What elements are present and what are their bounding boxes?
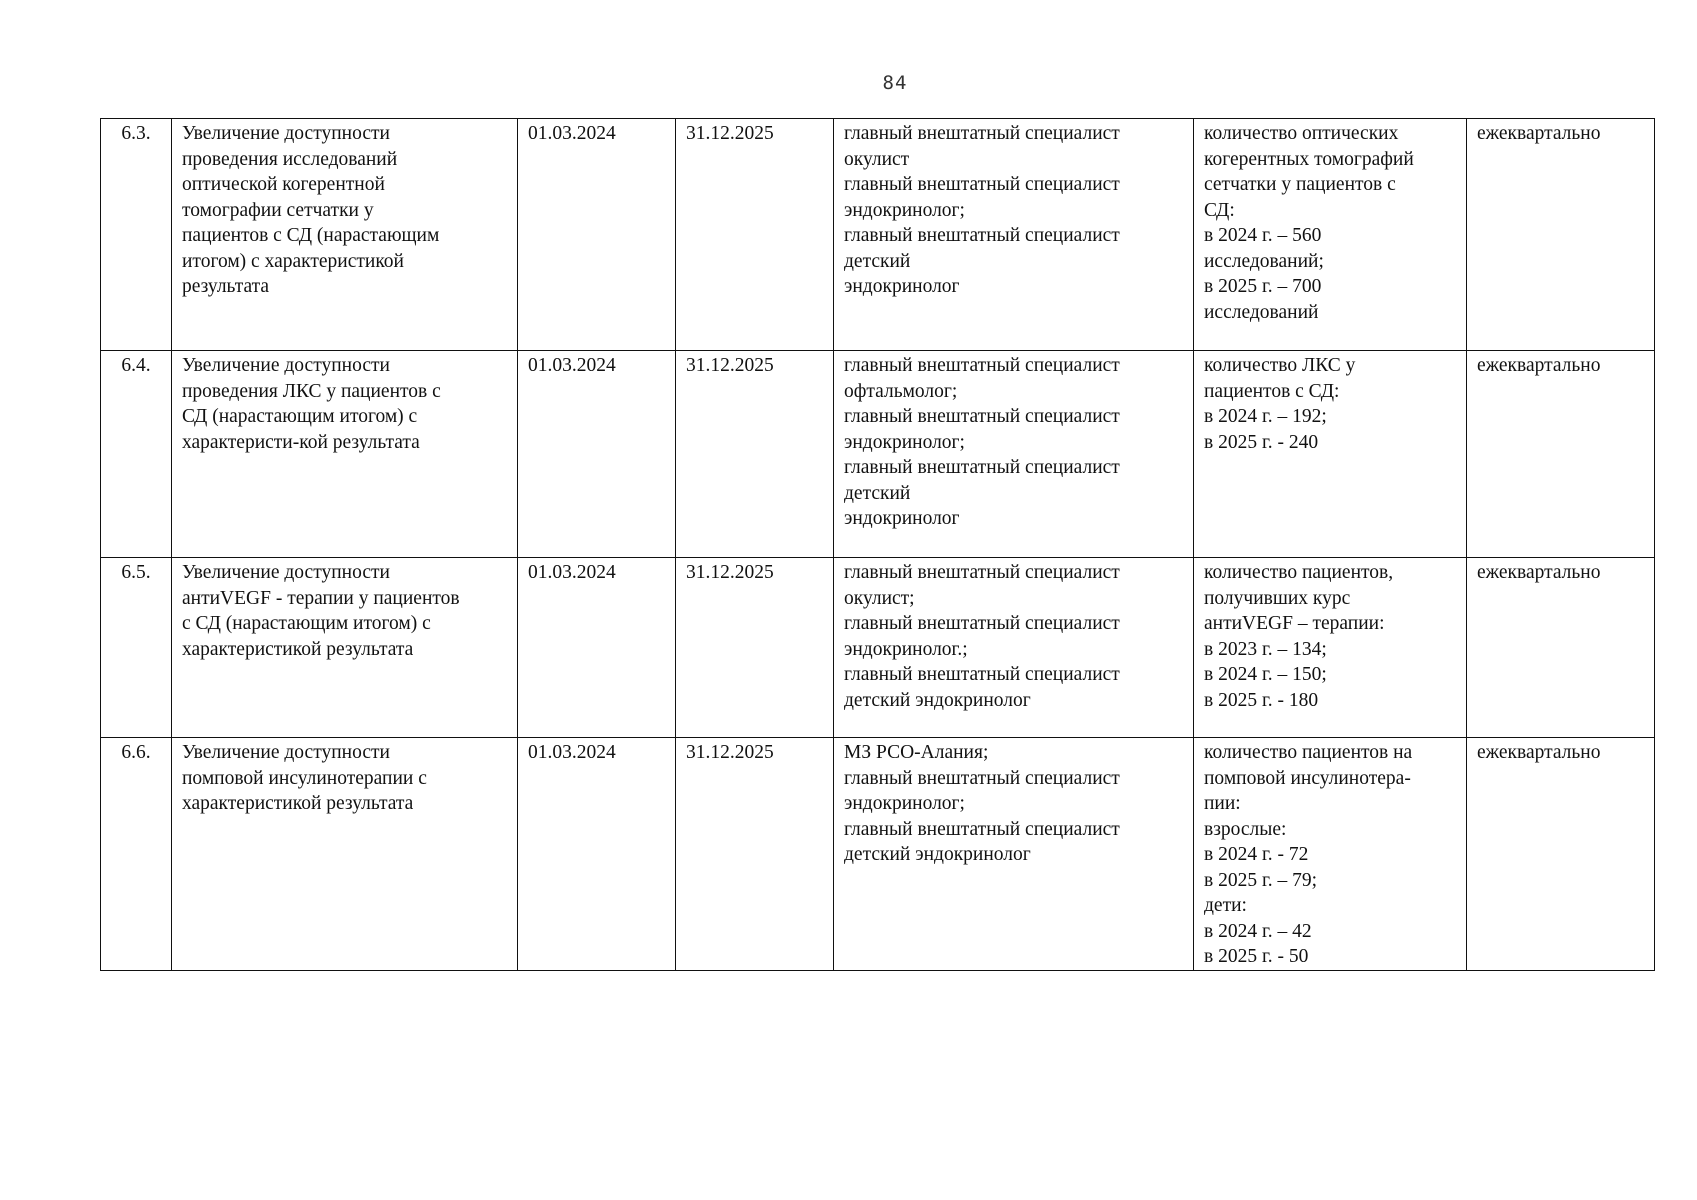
- responsible-executors: главный внештатный специалист окулист; главный внештатный специалист эндокринолог.; главный внештатный специалист детский эндокринолог: [834, 558, 1194, 738]
- action-plan-table: [100, 118, 1655, 971]
- start-date: 01.03.2024: [518, 558, 676, 738]
- end-date: 31.12.2025: [676, 119, 834, 351]
- row-number: 6.6.: [101, 738, 172, 971]
- responsible-executors: главный внештатный специалист окулист главный внештатный специалист эндокринолог; главный внештатный специалист детский эндокринолог: [834, 119, 1194, 351]
- table-row: [101, 351, 1655, 558]
- responsible-executors: главный внештатный специалист офтальмолог; главный внештатный специалист эндокринолог; главный внештатный специалист детский эндокринолог: [834, 351, 1194, 558]
- page-number: 84: [882, 72, 908, 94]
- end-date: 31.12.2025: [676, 351, 834, 558]
- task-description: Увеличение доступности антиVEGF - терапии у пациентов с СД (нарастающим итогом) с характеристикой результата: [172, 558, 518, 738]
- table-row: [101, 738, 1655, 971]
- responsible-executors: МЗ РСО-Алания; главный внештатный специалист эндокринолог; главный внештатный специалист детский эндокринолог: [834, 738, 1194, 971]
- target-indicator: количество пациентов, получивших курс антиVEGF – терапии: в 2023 г. – 134; в 2024 г. – 150; в 2025 г. - 180: [1194, 558, 1467, 738]
- task-description: Увеличение доступности проведения исследований оптической когерентной томографии сетчатки у пациентов с СД (нарастающим итогом) с характеристикой результата: [172, 119, 518, 351]
- end-date: 31.12.2025: [676, 738, 834, 971]
- row-number: 6.3.: [101, 119, 172, 351]
- start-date: 01.03.2024: [518, 738, 676, 971]
- reporting-frequency: ежеквартально: [1467, 558, 1655, 738]
- target-indicator: количество ЛКС у пациентов с СД: в 2024 г. – 192; в 2025 г. - 240: [1194, 351, 1467, 558]
- table-row: [101, 119, 1655, 351]
- reporting-frequency: ежеквартально: [1467, 119, 1655, 351]
- end-date: 31.12.2025: [676, 558, 834, 738]
- task-description: Увеличение доступности помповой инсулинотерапии с характеристикой результата: [172, 738, 518, 971]
- task-description: Увеличение доступности проведения ЛКС у пациентов с СД (нарастающим итогом) с характеристи-кой результата: [172, 351, 518, 558]
- start-date: 01.03.2024: [518, 119, 676, 351]
- target-indicator: количество оптических когерентных томографий сетчатки у пациентов с СД: в 2024 г. – 560 исследований; в 2025 г. – 700 исследований: [1194, 119, 1467, 351]
- target-indicator: количество пациентов на помповой инсулинотера- пии: взрослые: в 2024 г. - 72 в 2025 г. – 79; дети: в 2024 г. – 42 в 2025 г. - 50: [1194, 738, 1467, 971]
- reporting-frequency: ежеквартально: [1467, 351, 1655, 558]
- start-date: 01.03.2024: [518, 351, 676, 558]
- table-row: [101, 558, 1655, 738]
- reporting-frequency: ежеквартально: [1467, 738, 1655, 971]
- row-number: 6.4.: [101, 351, 172, 558]
- row-number: 6.5.: [101, 558, 172, 738]
